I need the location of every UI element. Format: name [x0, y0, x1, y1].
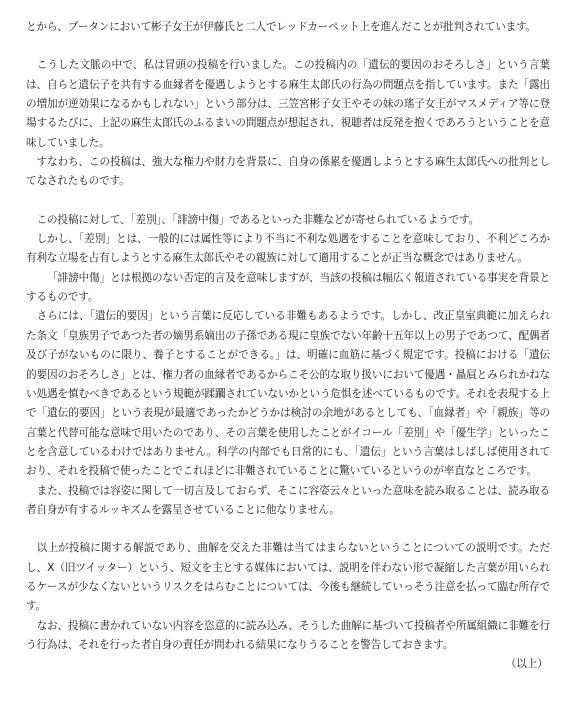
- paragraph-summary: すなわち、この投稿は、強大な権力や財力を背景に、自身の係累を優遇しようとする麻生太郎氏への批判としてなされたものです。: [26, 156, 550, 188]
- paragraph-discrimination: しかし、「差別」とは、一般的には属性等により不当に不利な処遇をすることを意味しており、不利どころか有利な立場を占有しようとする麻生太郎氏やその親族に対して適用することが正当な概念ではありません。: [26, 233, 550, 265]
- paragraph-gap: [26, 520, 550, 539]
- paragraph-warning: なお、投稿に書かれていない内容を恣意的に読み込み、そうした曲解に基づいて投稿者や所属組織に非難を行う行為は、それを行った者自身の責任が問われる結果になりうることを警告しておきます。: [26, 619, 550, 651]
- paragraph-conclusion: 以上が投稿に関する解説であり、曲解を交えた非難は当てはまらないということについての説明です。ただし、X（旧ツイッター）という、短文を主とする媒体においては、説明を伴わない形で凝縮した言葉が用いられるケースが少なくないというリスクをはらむことについては、今後も継続していっそう注意を払って臨む所存です。: [26, 542, 550, 613]
- paragraph-defamation: 「誹謗中傷」とは根拠のない否定的言及を意味しますが、当該の投稿は幅広く報道されている事実を背景とするものです。: [26, 271, 550, 304]
- paragraph-context: こうした文脈の中で、私は冒頭の投稿を行いました。この投稿内の「遺伝的要因のおそろしさ」という言葉は、自らと遺伝子を共有する血縁者を優遇しようとする麻生太郎氏の行為の問題点を指しています。また「露出の増加が逆効果になるかもしれない」という部分は、三笠宮彬子女王やその妹の瑤子女王がマスメディア等に登場するたびに、上記の麻生太郎氏のふるまいの問題点が想起され、視聴者は反発を抱くであろうということを意味していました。: [26, 59, 550, 149]
- paragraph-genetic-factors: さらには、「遺伝的要因」という言葉に反応している非難もあるようです。しかし、改正皇室典範に加えられた条文「皇族男子であつた者の嫡男系嫡出の子孫である現に皇族でない年齢十五年以上の男子であつて、配偶者及び子がないものに限り、養子とすることができる。」は、明確に血筋に基づく規定です。投稿における「遺伝的要因のおそろしさ」とは、権力者の血縁者であるからこそ公的な取り扱いにおいて優遇・贔屓とみられかねない処遇を慎むべきであるという規範が蹂躙されていないかという危惧を述べているものです。それを表現する上で「遺伝的要因」という表現が最適であったかどうかは検討の余地があるとしても、「血縁者」や「親族」等の言葉と代替可能な意味で用いたのであり、その言葉を使用したことがイコール「差別」や「優生学」といったことを含意しているわけではありません。科学の内部でも日常的にも、「遺伝」という言葉はしばしば使用されており、それを投稿で使ったことでこれほどに非難されていることに驚いているというのが率直なところです。: [26, 310, 550, 478]
- paragraph-gap: [26, 37, 550, 56]
- paragraph-gap: [26, 192, 550, 211]
- paragraph-appearance: また、投稿では容姿に関して一切言及しておらず、そこに容姿云々といった意味を読み取ることは、読み取る者自身が有するルッキズムを露呈させていることに他なりません。: [26, 484, 550, 516]
- paragraph-criticism: この投稿に対して、「差別」、「誹謗中傷」であるといった非難などが寄せられているようです。: [36, 213, 480, 226]
- paragraph-carryover: とから、ブータンにおいて彬子女王が伊藤氏と二人でレッドカーペット上を進んだことが批判されています。: [26, 21, 537, 33]
- closing-mark: （以上）: [505, 658, 548, 671]
